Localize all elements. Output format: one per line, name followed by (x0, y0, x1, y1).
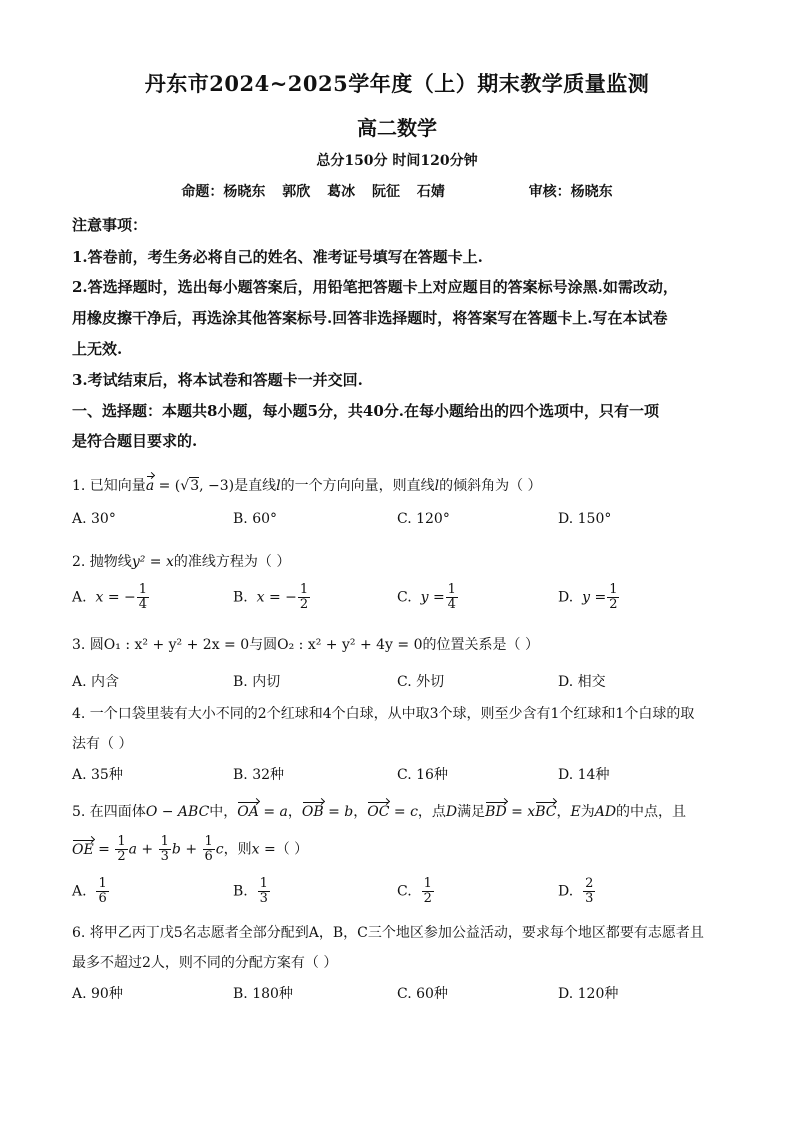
option-d: D. $\frac{2}{3}$ (558, 876, 594, 906)
author-name: 葛冰 (327, 184, 356, 200)
option-a: A. 内含 (72, 674, 120, 690)
authors-label: 命题： (181, 184, 224, 200)
authors-line (0, 181, 794, 201)
option-c: C. $\frac{1}{2}$ (397, 876, 432, 906)
option-c: C. 60种 (397, 986, 448, 1002)
option-b: B. $\frac{1}{3}$ (233, 876, 268, 906)
option-d: D. 150° (558, 511, 612, 527)
author-name: 杨晓东 (223, 184, 266, 200)
notice-item: 1.答卷前，考生务必将自己的姓名、准考证号填写在答题卡上. (72, 248, 483, 266)
option-a: A. $\frac{1}{6}$ (72, 876, 107, 906)
option-a: A. 35种 (72, 767, 123, 783)
exam-title: 丹东市2024~2025学年度（上）期末教学质量监测 (144, 71, 650, 96)
option-d: D. 相交 (558, 674, 606, 690)
option-b: B. 60° (233, 511, 278, 527)
option-b: B. 180种 (233, 986, 293, 1002)
option-c: C. y = $\frac{1}{4}$ (397, 582, 456, 612)
vector-a: a (145, 478, 155, 494)
score-time: 总分150分 时间120分钟 (316, 153, 478, 169)
reviewer-name: 杨晓东 (570, 184, 613, 200)
option-a: A. 90种 (72, 986, 123, 1002)
notice-item: 3.考试结束后，将本试卷和答题卡一并交回. (72, 371, 363, 389)
option-a: A. 30° (72, 511, 116, 527)
notice-item: 2.答选择题时，选出每小题答案后，用铅笔把答题卡上对应题目的答案标号涂黑.如需改动， (72, 278, 678, 296)
question-4-cont: 法有（ ） (72, 736, 133, 752)
question-6-cont: 最多不超过2人，则不同的分配方案有（ ） (72, 955, 338, 971)
question-4: 4. 一个口袋里装有大小不同的2个红球和4个白球，从中取3个球，则至少含有1个红球和1个白球的取 (72, 706, 695, 722)
option-c: C. 外切 (397, 674, 445, 690)
option-d: D. y = $\frac{1}{2}$ (558, 582, 618, 612)
option-c: C. 16种 (397, 767, 448, 783)
author-name: 石婧 (416, 184, 445, 200)
option-b: B. 32种 (233, 767, 285, 783)
section-heading: 是符合题目要求的. (72, 432, 198, 450)
notice-item: 用橡皮擦干净后，再选涂其他答案标号.回答非选择题时，将答案写在答题卡上.写在本试卷 (72, 309, 668, 327)
option-b: B. 内切 (233, 674, 281, 690)
question-3: 3. 圆O₁ : x² + y² + 2x = 0与圆O₂ : x² + y² + 4y = 0的位置关系是（ ） (72, 637, 539, 653)
author-name: 郭欣 (282, 184, 311, 200)
author-name: 阮征 (372, 184, 400, 200)
question-6: 6. 将甲乙丙丁戊5名志愿者全部分配到A，B，C三个地区参加公益活动，要求每个地区都要有志愿者且 (72, 925, 704, 941)
option-c: C. 120° (397, 511, 450, 527)
section-heading: 一、选择题：本题共8小题，每小题5分，共40分.在每小题给出的四个选项中，只有一项 (72, 402, 659, 420)
question-5: 5. 在四面体O − ABC中，OA = a，OB = b，OC = c，点D满足BD = xBC，E为AD的中点，且 (72, 804, 687, 820)
notice-heading: 注意事项： (72, 216, 148, 234)
option-d: D. 120种 (558, 986, 619, 1002)
exam-subject: 高二数学 (357, 116, 437, 140)
option-d: D. 14种 (558, 767, 610, 783)
notice-item: 上无效. (72, 340, 123, 358)
option-a: A. x = − $\frac{1}{4}$ (72, 582, 148, 612)
reviewer-label: 审核： (528, 184, 571, 200)
question-2: 2. 抛物线y² = x的准线方程为（ ） (72, 554, 291, 570)
question-5-cont: OE = $\frac{1}{2}$ a + $\frac{1}{3}$ b + $\frac{1}{6}$ c，则x =（ ） (72, 834, 309, 864)
option-b: B. x = − $\frac{1}{2}$ (233, 582, 309, 612)
question-1: 1. 已知向量a = (√3, −3)是直线l的一个方向向量，则直线l的倾斜角为（ ） (72, 478, 542, 494)
